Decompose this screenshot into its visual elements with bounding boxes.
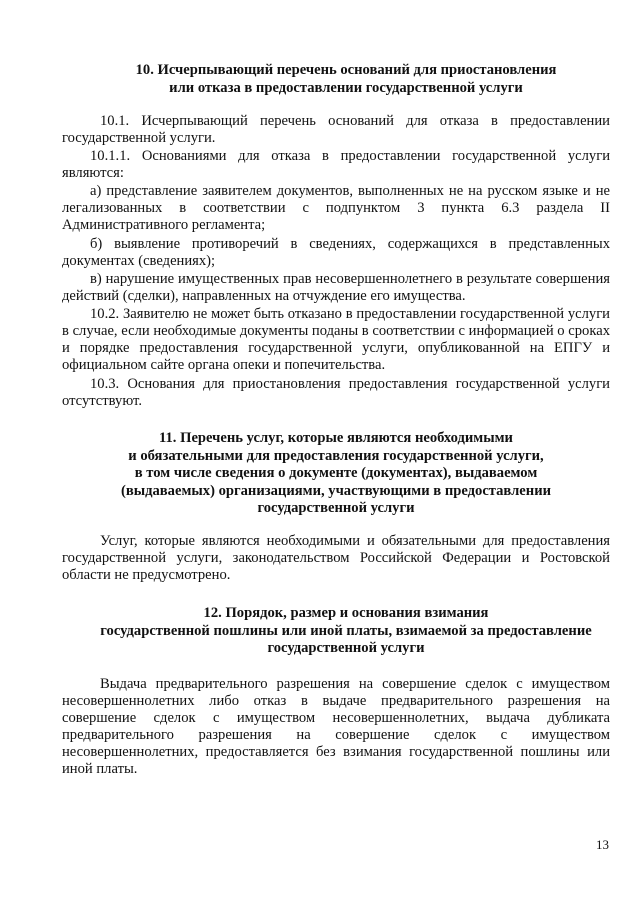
paragraph-item-a: а) представление заявителем документов, выполненных не на русском языке и не легализованных в соответствии с подпунктом 3 пункта 6.3 раздела II Административного регламента;	[62, 183, 610, 233]
section-title-line: 11. Перечень услуг, которые являются необходимыми	[159, 430, 513, 446]
paragraph-10-1: 10.1. Исчерпывающий перечень оснований для отказа в предоставлении государственной услуги.	[62, 113, 610, 146]
paragraph-item-b: б) выявление противоречий в сведениях, содержащихся в представленных документах (сведениях);	[62, 236, 610, 269]
section-10-title	[62, 62, 610, 97]
section-title-line: государственной услуги	[267, 640, 425, 656]
paragraph-10-3: 10.3. Основания для приостановления предоставления государственной услуги отсутствуют.	[62, 376, 610, 409]
paragraph-section-12: Выдача предварительного разрешения на совершение сделок с имуществом несовершеннолетних либо отказ в выдаче предварительного разрешения на совершение сделок с имуществом несовершеннолетних, выдача дубликата предварительного разрешения на совершение сделок с имуществом несовершеннолетних, предоставляется без взимания государственной пошлины или иной платы.	[62, 676, 610, 777]
section-title-line: 12. Порядок, размер и основания взимания	[203, 605, 489, 621]
section-title-line: или отказа в предоставлении государственной услуги	[169, 79, 523, 96]
section-title-line: государственной пошлины или иной платы, взимаемой за предоставление	[100, 622, 592, 639]
paragraph-section-11: Услуг, которые являются необходимыми и обязательными для предоставления государственной услуги, законодательством Российской Федерации и Ростовской области не предусмотрено.	[62, 533, 610, 583]
section-title-line: государственной услуги	[257, 500, 415, 516]
section-11-title	[62, 430, 610, 518]
section-12-title	[62, 605, 610, 658]
section-title-line: в том числе сведения о документе (документах), выдаваемом	[134, 465, 538, 481]
section-title-line: 10. Исчерпывающий перечень оснований для приостановления	[135, 62, 557, 78]
paragraph-item-c: в) нарушение имущественных прав несовершеннолетнего в результате совершения действий (сделки), направленных на отчуждение его имущества.	[62, 271, 610, 304]
paragraph-10-1-1: 10.1.1. Основаниями для отказа в предоставлении государственной услуги являются:	[62, 148, 610, 181]
page-number: 13	[596, 837, 609, 852]
paragraph-10-2: 10.2. Заявителю не может быть отказано в предоставлении государственной услуги в случае, если необходимые документы поданы в соответствии с информацией о сроках и порядке предоставления государственной услуги, опубликованной на ЕПГУ и официальном сайте органа опеки и попечительства.	[62, 306, 610, 373]
section-title-line: (выдаваемых) организациями, участвующими в предоставлении	[120, 482, 552, 499]
section-title-line: и обязательными для предоставления государственной услуги,	[128, 447, 544, 464]
